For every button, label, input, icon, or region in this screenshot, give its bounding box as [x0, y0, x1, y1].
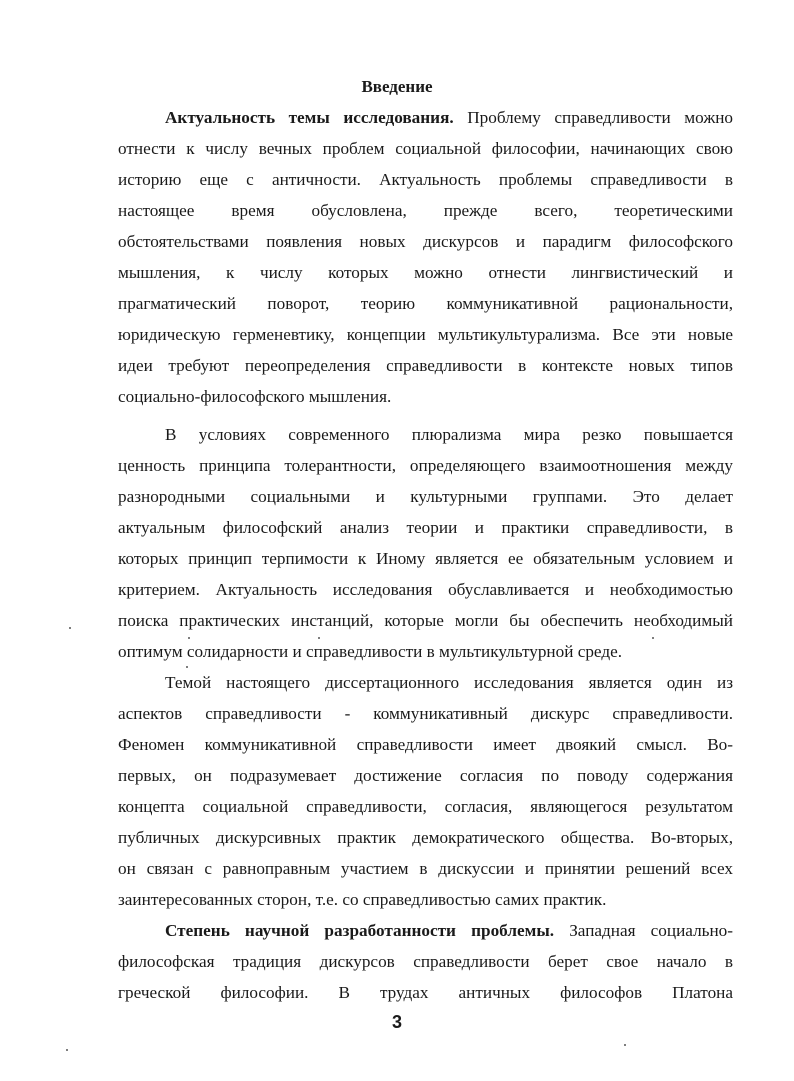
page-number: 3: [391, 1012, 402, 1032]
text-line: публичных дискурсивных практик демократического общества. Во-вторых,: [118, 828, 733, 847]
scan-speck: [652, 637, 654, 639]
text-line: которых принцип терпимости к Иному является ее обязательным условием и: [118, 549, 733, 568]
paragraph-lead: Актуальность темы исследования.: [165, 108, 454, 127]
text-line: греческой философии. В трудах античных философов Платона: [118, 983, 733, 1002]
paragraph-lead: Степень научной разработанности проблемы.: [165, 921, 555, 940]
text-line: историю еще с античности. Актуальность проблемы справедливости в: [118, 170, 733, 189]
text-line: социально-философского мышления.: [118, 387, 392, 406]
scan-speck: [188, 637, 190, 639]
page-title: Введение: [361, 77, 433, 96]
scan-speck: [66, 1049, 68, 1051]
text-line: обстоятельствами появления новых дискурсов и парадигм философского: [118, 232, 733, 251]
text-line: мышления, к числу которых можно отнести лингвистический и: [118, 263, 733, 282]
text-line: разнородными социальными и культурными группами. Это делает: [118, 487, 733, 506]
scan-speck: [69, 627, 71, 629]
text-line: философская традиция дискурсов справедливости берет свое начало в: [118, 952, 733, 971]
text-line: первых, он подразумевает достижение согласия по поводу содержания: [118, 766, 733, 785]
text-line: он связан с равноправным участием в дискуссии и принятии решений всех: [118, 859, 733, 878]
text-line: Темой настоящего диссертационного исследования является один из: [165, 673, 733, 692]
text-line: Степень научной разработанности проблемы. Западная социально-: [165, 921, 733, 940]
text-line: аспектов справедливости - коммуникативный дискурс справедливости.: [118, 704, 733, 723]
text-line: идеи требуют переопределения справедливости в контексте новых типов: [118, 356, 733, 375]
text-line: отнести к числу вечных проблем социальной философии, начинающих свою: [118, 139, 733, 158]
text-line: актуальным философский анализ теории и практики справедливости, в: [118, 518, 733, 537]
text-line: Феномен коммуникативной справедливости имеет двоякий смысл. Во-: [118, 735, 733, 754]
scan-speck: [318, 637, 320, 639]
text-line: заинтересованных сторон, т.е. со справедливостью самих практик.: [118, 890, 607, 909]
text-line: прагматический поворот, теорию коммуникативной рациональности,: [118, 294, 733, 313]
text-line: поиска практических инстанций, которые могли бы обеспечить необходимый: [118, 611, 733, 630]
scan-speck: [624, 1044, 626, 1046]
scan-speck: [186, 666, 188, 668]
text-line: юридическую герменевтику, концепции мультикультурализма. Все эти новые: [118, 325, 733, 344]
text-line: Актуальность темы исследования. Проблему справедливости можно: [165, 108, 733, 127]
text-line: ценность принципа толерантности, определяющего взаимоотношения между: [118, 456, 733, 475]
text-line: оптимум солидарности и справедливости в мультикультурной среде.: [118, 642, 622, 661]
text-line: В условиях современного плюрализма мира резко повышается: [165, 425, 733, 444]
text-line: настоящее время обусловлена, прежде всего, теоретическими: [118, 201, 733, 220]
text-line: концепта социальной справедливости, согласия, являющегося результатом: [118, 797, 733, 816]
text-line: критерием. Актуальность исследования обуславливается и необходимостью: [118, 580, 733, 599]
